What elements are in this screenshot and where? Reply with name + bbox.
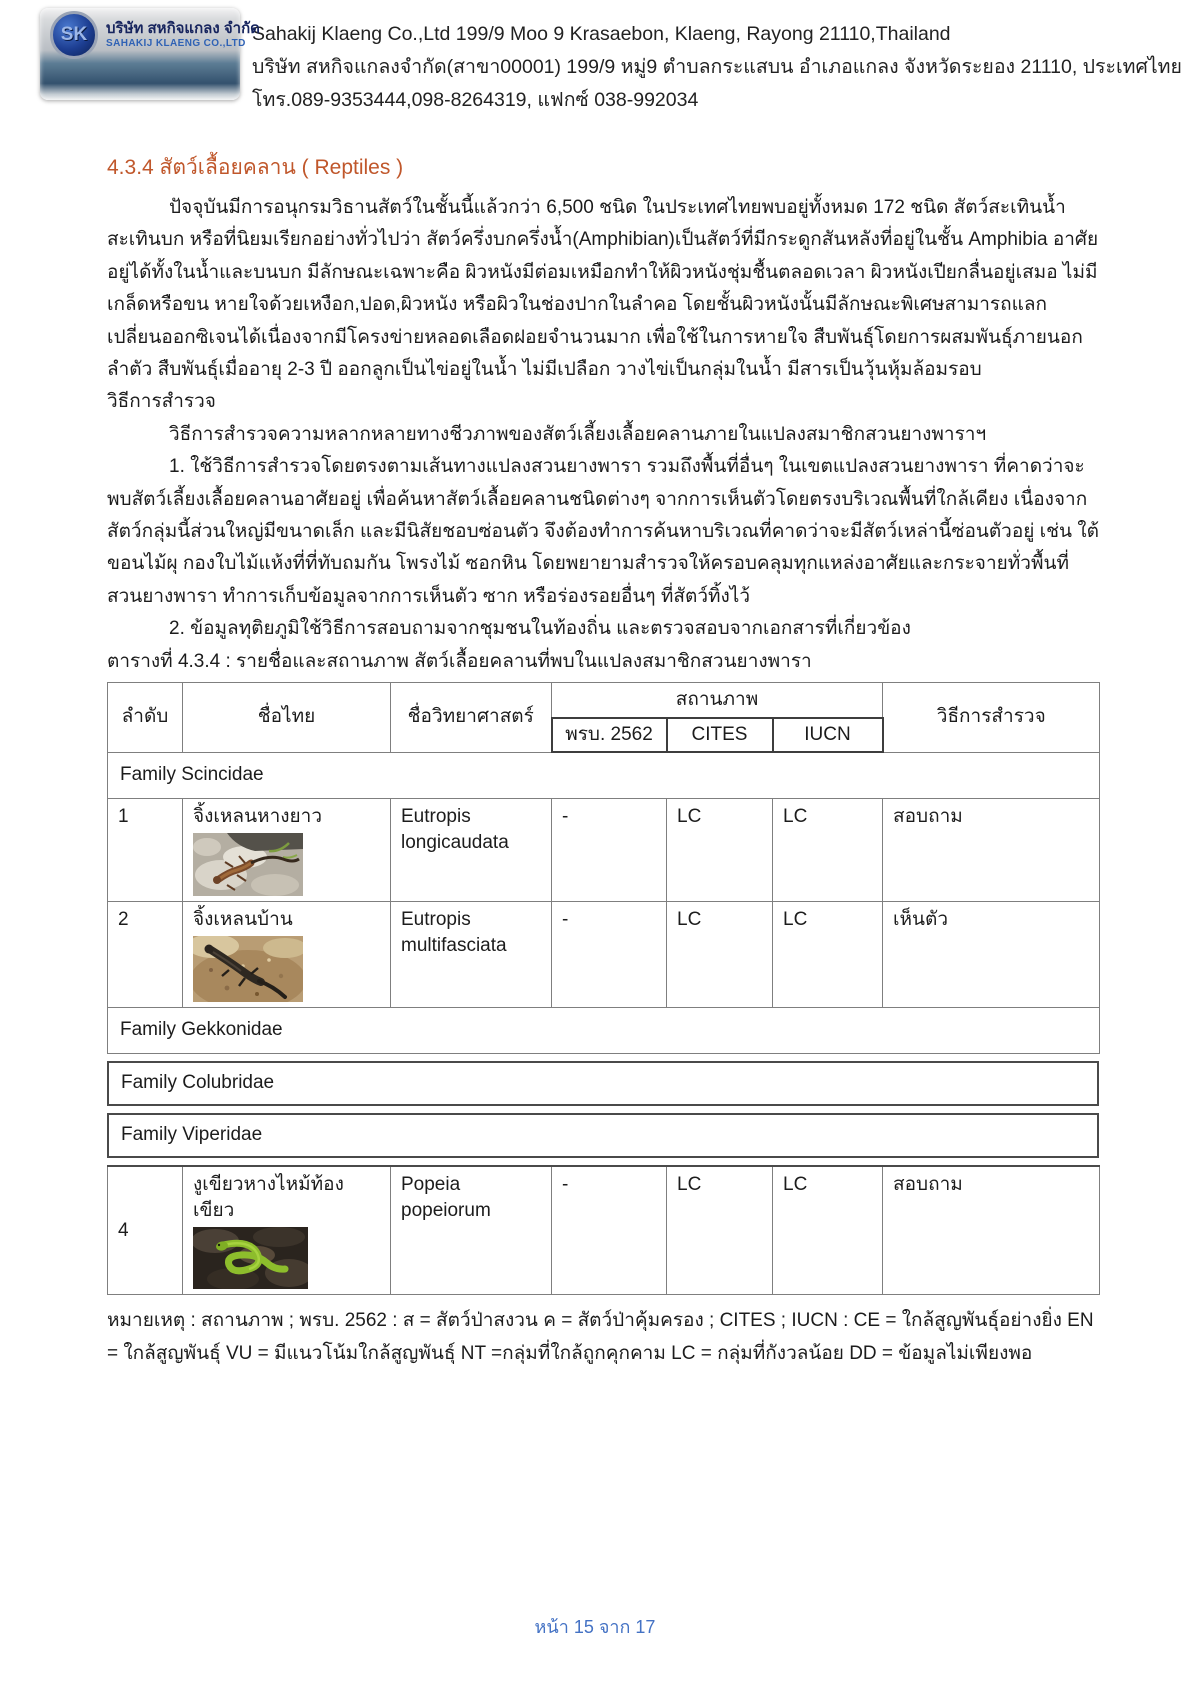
table-caption: ตารางที่ 4.3.4 : รายชื่อและสถานภาพ สัตว์เลื้อยคลานที่พบในแปลงสมาชิกสวนยางพารา	[107, 650, 812, 672]
row-method: สอบถาม	[883, 799, 1100, 902]
col-header-sci-name: ชื่อวิทยาศาสตร์	[391, 683, 552, 753]
row-thai-name: จิ้งเหลนหางยาว	[193, 806, 323, 828]
family-row-scincidae	[108, 752, 1100, 799]
row-no: 2	[108, 902, 183, 1008]
row-thai-name: งูเขียวหางไหม้ท้องเขียว	[193, 1174, 344, 1222]
photo-eutropis-multifasciata	[193, 936, 303, 1002]
row-status-cites: LC	[667, 902, 773, 1008]
company-phone-fax: โทร.089-9353444,098-8264319, แฟกซ์ 038-992034	[252, 89, 699, 111]
section-heading: 4.3.4 สัตว์เลื้อยคลาน ( Reptiles )	[107, 156, 404, 179]
company-header	[0, 0, 1190, 117]
col-header-thai-name: ชื่อไทย	[183, 683, 391, 753]
table-footnote: หมายเหตุ : สถานภาพ ; พรบ. 2562 : ส = สัตว์ป่าสงวน ค = สัตว์ป่าคุ้มครอง ; CITES ; IUCN : CE = ใกล้สูญพันธุ์อย่างยิ่ง EN = ใกล้สูญพันธุ์ VU = มีแนวโน้มใกล้สูญพันธุ์ NT =กลุ่มที่ใกล้ถูกคุกคาม LC = กลุ่มที่กังวลน้อย DD = ข้อมูลไม่เพียงพอ	[107, 1310, 1094, 1364]
table-row	[108, 1166, 1100, 1295]
col-header-no: ลำดับ	[108, 683, 183, 753]
company-address-thai: บริษัท สหกิจแกลงจำกัด(สาขา00001) 199/9 หมู่9 ตำบลกระแสบน อำเภอแกลง จังหวัดระยอง 21110, ประเทศไทย	[252, 56, 1182, 78]
species-table-continued	[107, 1165, 1100, 1295]
table-row	[108, 799, 1100, 902]
family-row-viperidae	[107, 1113, 1099, 1158]
row-status-act: -	[552, 1166, 667, 1295]
row-sci-name: Popeia popeiorum	[391, 1166, 552, 1295]
row-status-cites: LC	[667, 1166, 773, 1295]
photo-popeia-popeiorum	[193, 1227, 308, 1289]
row-status-act: -	[552, 799, 667, 902]
company-address-english: Sahakij Klaeng Co.,Ltd 199/9 Moo 9 Krasaebon, Klaeng, Rayong 21110,Thailand	[252, 23, 951, 45]
row-sci-name: Eutropis multifasciata	[391, 902, 552, 1008]
row-no: 4	[108, 1166, 183, 1295]
family-label: Family Colubridae	[121, 1072, 275, 1094]
family-label: Family Viperidae	[121, 1124, 263, 1146]
row-no: 1	[108, 799, 183, 902]
survey-method-item-2: 2. ข้อมูลทุติยภูมิใช้วิธีการสอบถามจากชุมชนในท้องถิ่น และตรวจสอบจากเอกสารที่เกี่ยวข้อง	[169, 618, 911, 640]
row-method: เห็นตัว	[883, 902, 1100, 1008]
letterhead-text	[252, 8, 1182, 117]
company-logo	[40, 8, 260, 100]
survey-method-heading: วิธีการสำรวจ	[107, 391, 216, 413]
row-method: สอบถาม	[883, 1166, 1100, 1295]
row-status-act: -	[552, 902, 667, 1008]
sk-badge-text: SK	[60, 23, 88, 45]
survey-method-intro: วิธีการสำรวจความหลากหลายทางชีวภาพของสัตว์เลี้ยงเลื้อยคลานภายในแปลงสมาชิกสวนยางพาราฯ	[169, 423, 987, 445]
logo-company-name-english: SAHAKIJ KLAENG CO.,LTD	[106, 37, 246, 49]
row-thai-name-cell	[183, 1166, 391, 1295]
species-table	[107, 682, 1100, 1054]
row-status-iucn: LC	[773, 1166, 883, 1295]
page-number: หน้า 15 จาก 17	[534, 1617, 656, 1637]
family-row-gekkonidae	[108, 1008, 1100, 1054]
sk-badge-icon	[50, 11, 98, 59]
col-header-status-group: สถานภาพ	[552, 683, 883, 719]
col-header-cites: CITES	[667, 718, 773, 752]
row-thai-name: จิ้งเหลนบ้าน	[193, 909, 293, 931]
intro-paragraph: ปัจจุบันมีการอนุกรมวิธานสัตว์ในชั้นนี้แล้วกว่า 6,500 ชนิด ในประเทศไทยพบอยู่ทั้งหมด 172 ชนิด สัตว์สะเทินน้ำสะเทินบก หรือที่นิยมเรียกอย่างทั่วไปว่า สัตว์ครึ่งบกครึ่งน้ำ(Amphibian)เป็นสัตว์ที่มีกระดูกสันหลังที่อยู่ในชั้น Amphibia อาศัยอยู่ได้ทั้งในน้ำและบนบก มีลักษณะเฉพาะคือ ผิวหนังมีต่อมเหมือกทำให้ผิวหนังชุ่มชื้นตลอดเวลา ผิวหนังเปียกลื่นอยู่เสมอ ไม่มีเกล็ดหรือขน หายใจด้วยเหงือก,ปอด,ผิวหนัง หรือผิวในช่องปากในลำคอ โดยชั้นผิวหนังนั้นมีลักษณะพิเศษสามารถแลกเปลี่ยนออกซิเจนได้เนื่องจากมีโครงข่ายหลอดเลือดฝอยจำนวนมาก เพื่อใช้ในการหายใจ สืบพันธุ์โดยการผสมพันธุ์ภายนอกลำตัว สืบพันธุ์เมื่ออายุ 2-3 ปี ออกลูกเป็นไข่อยู่ในน้ำ ไม่มีเปลือก วางไข่เป็นกลุ่มในน้ำ มีสารเป็นวุ้นหุ้มล้อมรอบ	[107, 197, 1099, 381]
family-row-colubridae	[107, 1061, 1099, 1106]
family-label: Family Scincidae	[108, 752, 1100, 799]
row-status-cites: LC	[667, 799, 773, 902]
survey-method-item-1: 1. ใช้วิธีการสำรวจโดยตรงตามเส้นทางแปลงสวนยางพารา รวมถึงพื้นที่อื่นๆ ในเขตแปลงสวนยางพารา ที่คาดว่าจะพบสัตว์เลี้ยงเลื้อยคลานอาศัยอยู่ เพื่อค้นหาสัตว์เลื้อยคลานชนิดต่างๆ จากการเห็นตัวโดยตรงบริเวณพื้นที่ใกล้เคียง เนื่องจากสัตว์กลุ่มนี้ส่วนใหญ่มีขนาดเล็ก และมีนิสัยชอบซ่อนตัว จึงต้องทำการค้นหาบริเวณที่คาดว่าจะมีสัตว์เหล่านี้ซ่อนตัวอยู่ เช่น ใต้ขอนไม้ผุ กองใบไม้แห้งที่ที่ทับถมกัน โพรงไม้ ซอกหิน โดยพยายามสำรวจให้ครอบคลุมทุกแหล่งอาศัยและกระจายทั่วพื้นที่สวนยางพารา ทำการเก็บข้อมูลจากการเห็นตัว ซาก หรือร่องรอยอื่นๆ ที่สัตว์ทิ้งไว้	[107, 456, 1099, 607]
table-row	[108, 902, 1100, 1008]
col-header-iucn: IUCN	[773, 718, 883, 752]
row-thai-name-cell	[183, 799, 391, 902]
row-sci-name: Eutropis longicaudata	[391, 799, 552, 902]
col-header-method: วิธีการสำรวจ	[883, 683, 1100, 753]
row-status-iucn: LC	[773, 799, 883, 902]
logo-company-name-thai: บริษัท สหกิจแกลง จำกัด	[106, 20, 260, 38]
family-label: Family Gekkonidae	[108, 1008, 1100, 1054]
document-body	[107, 151, 1099, 1370]
photo-eutropis-longicaudata	[193, 833, 303, 896]
row-thai-name-cell	[183, 902, 391, 1008]
col-header-act2562: พรบ. 2562	[552, 718, 667, 752]
row-status-iucn: LC	[773, 902, 883, 1008]
